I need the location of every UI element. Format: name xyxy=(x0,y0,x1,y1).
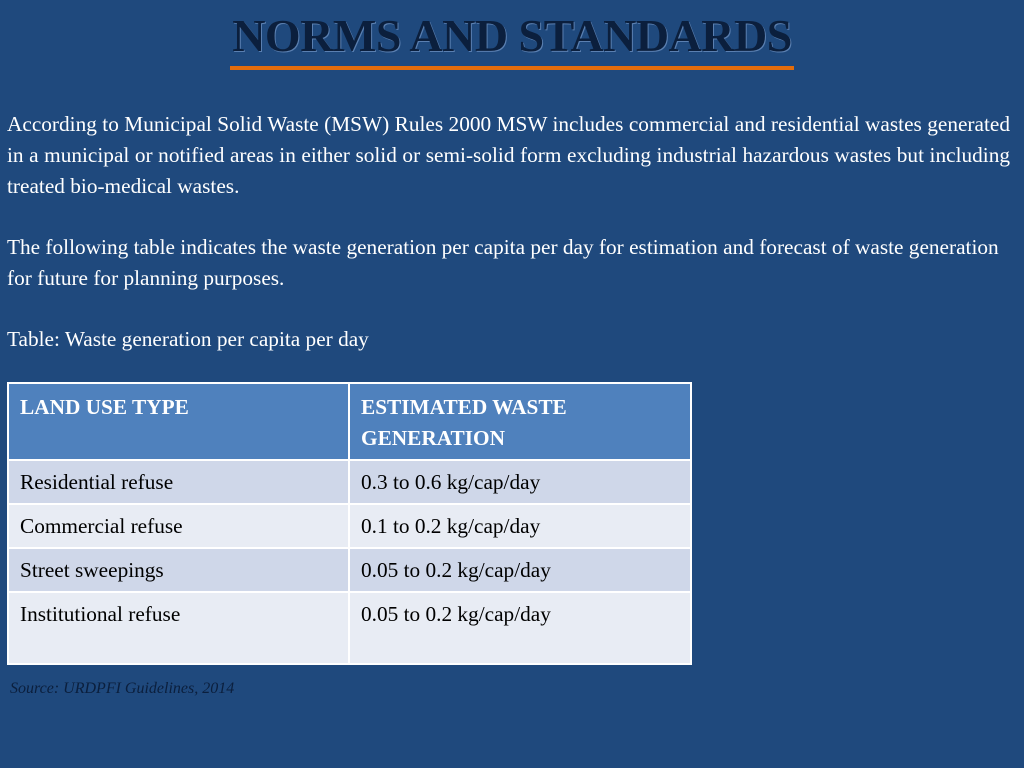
source-citation: Source: URDPFI Guidelines, 2014 xyxy=(10,680,235,697)
slide-title-wrapper xyxy=(0,8,1024,70)
land-use-cell: Institutional refuse xyxy=(8,592,349,664)
land-use-cell: Residential refuse xyxy=(8,460,349,504)
slide-title: NORMS AND STANDARDS xyxy=(230,8,794,70)
waste-value-cell: 0.3 to 0.6 kg/cap/day xyxy=(349,460,691,504)
msw-definition-paragraph: According to Municipal Solid Waste (MSW) Rules 2000 MSW includes commercial and residential wastes generated in a municipal or notified areas in either solid or semi-solid form excluding industrial hazardous wastes but including treated bio-medical wastes. xyxy=(7,112,1010,198)
waste-value-cell: 0.1 to 0.2 kg/cap/day xyxy=(349,504,691,548)
land-use-cell: Commercial refuse xyxy=(8,504,349,548)
table-row xyxy=(8,460,691,504)
land-use-cell: Street sweepings xyxy=(8,548,349,592)
table-caption: Table: Waste generation per capita per day xyxy=(7,327,369,351)
table-intro-paragraph: The following table indicates the waste generation per capita per day for estimation and forecast of waste generation for future for planning purposes. xyxy=(7,235,999,290)
header-land-use-type: LAND USE TYPE xyxy=(8,383,349,460)
header-estimated-waste-generation: ESTIMATED WASTE GENERATION xyxy=(349,383,691,460)
table-row xyxy=(8,504,691,548)
table-header-row xyxy=(8,383,691,460)
waste-value-cell: 0.05 to 0.2 kg/cap/day xyxy=(349,592,691,664)
table-row xyxy=(8,548,691,592)
waste-value-cell: 0.05 to 0.2 kg/cap/day xyxy=(349,548,691,592)
waste-generation-table xyxy=(7,382,692,665)
table-row xyxy=(8,592,691,664)
